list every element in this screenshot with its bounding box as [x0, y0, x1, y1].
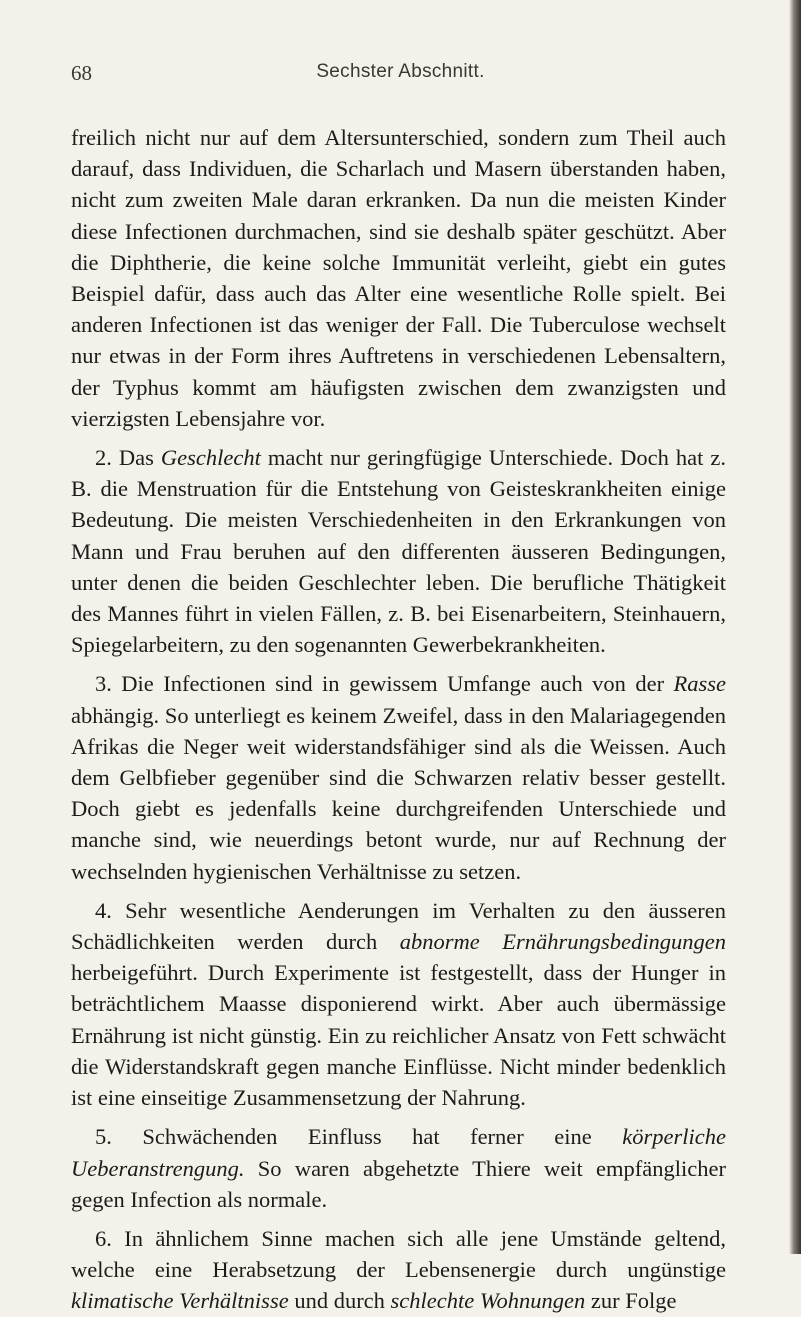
- body-text: [71, 122, 726, 1317]
- page-edge-shadow: [789, 0, 801, 1254]
- paragraph-text: macht nur geringfügige Unterschiede. Doch hat z. B. die Menstruation für die Entstehung von Geisteskrankheiten einige Bedeutung. Die meisten Verschiedenheiten in den Erkrankungen von Mann und Frau beruhen auf den differenten äusseren Bedingungen, unter denen die beiden Geschlechter leben. Die berufliche Thätigkeit des Mannes führt in vielen Fällen, z. B. bei Eisenarbeitern, Steinhauern, Spiegelarbeitern, zu den sogenannten Gewerbekrankheiten.: [71, 445, 726, 658]
- paragraph-text: 2. Das: [95, 445, 161, 471]
- emphasis: körperliche Ueberanstrengung.: [71, 1124, 726, 1181]
- paragraph-text: freilich nicht nur auf dem Altersunterschied, sondern zum Theil auch darauf, dass Individuen, die Scharlach und Masern überstanden haben, nicht zum zweiten Male daran erkranken. Da nun die meisten Kinder diese Infectionen durchmachen, sind sie deshalb später geschützt. Aber die Diphtherie, die keine solche Immunität verleiht, giebt ein gutes Beispiel dafür, dass auch das Alter eine wesentliche Rolle spielt. Bei anderen Infectionen ist das weniger der Fall. Die Tuberculose wechselt nur etwas in der Form ihres Auftretens in verschiedenen Lebensaltern, der Typhus kommt am häufigsten zwischen dem zwanzigsten und vierzigsten Lebensjahre vor.: [71, 125, 726, 431]
- paragraph-text: und durch: [288, 1288, 391, 1314]
- paragraph-ernaehrung: [71, 895, 726, 1113]
- paragraph-text: herbeigeführt. Durch Experimente ist festgestellt, dass der Hunger in beträchtlichem Maasse disponierend wirkt. Aber auch übermässige Ernährung ist nicht günstig. Ein zu reichlicher Ansatz von Fett schwächt die Widerstandskraft gegen manche Einflüsse. Nicht minder bedenklich ist eine einseitige Zusammensetzung der Nahrung.: [71, 960, 726, 1111]
- paragraph-text: So waren abgehetzte Thiere weit empfänglicher gegen Infection als normale.: [71, 1155, 726, 1212]
- paragraph-text: 6. In ähnlichem Sinne machen sich alle jene Umstände geltend, welche eine Herabsetzung der Lebensenergie durch ungünstige: [71, 1225, 726, 1283]
- paragraph-text: 3. Die Infectionen sind in gewissem Umfange auch von der: [95, 671, 674, 697]
- paragraph-ueberanstrengung: [71, 1121, 726, 1215]
- paragraph-text: abhängig. So unterliegt es keinem Zweifel, dass in den Malariagegenden Afrikas die Neger weit widerstandsfähiger sind als die Weissen. Auch dem Gelbfieber gegenüber sind die Schwarzen relativ besser gestellt. Doch giebt es jedenfalls keine durchgreifenden Unterschiede und manche sind, wie neuerdings betont wurde, nur auf Rechnung der wechselnden hygienischen Verhältnisse zu setzen.: [71, 702, 726, 884]
- paragraph-text: 4. Sehr wesentliche Aenderungen im Verhalten zu den äusseren Schädlichkeiten werden durch: [71, 897, 726, 955]
- emphasis: abnorme Ernährungsbedingungen: [399, 929, 726, 955]
- paragraph-continuation: [71, 122, 726, 434]
- paragraph-text: zur Folge: [585, 1288, 677, 1314]
- emphasis: schlechte Wohnungen: [390, 1288, 586, 1314]
- paragraph-rasse: [71, 668, 726, 886]
- page-number: 68: [71, 61, 92, 85]
- paragraph-text: 5. Schwächenden Einfluss hat ferner eine: [95, 1124, 623, 1150]
- emphasis: klimatische Verhältnisse: [71, 1288, 289, 1314]
- paragraph-klima: [71, 1223, 726, 1317]
- emphasis: Rasse: [673, 671, 726, 697]
- paragraph-geschlecht: [71, 442, 726, 660]
- emphasis: Geschlecht: [160, 445, 261, 471]
- running-head: Sechster Abschnitt.: [316, 61, 485, 82]
